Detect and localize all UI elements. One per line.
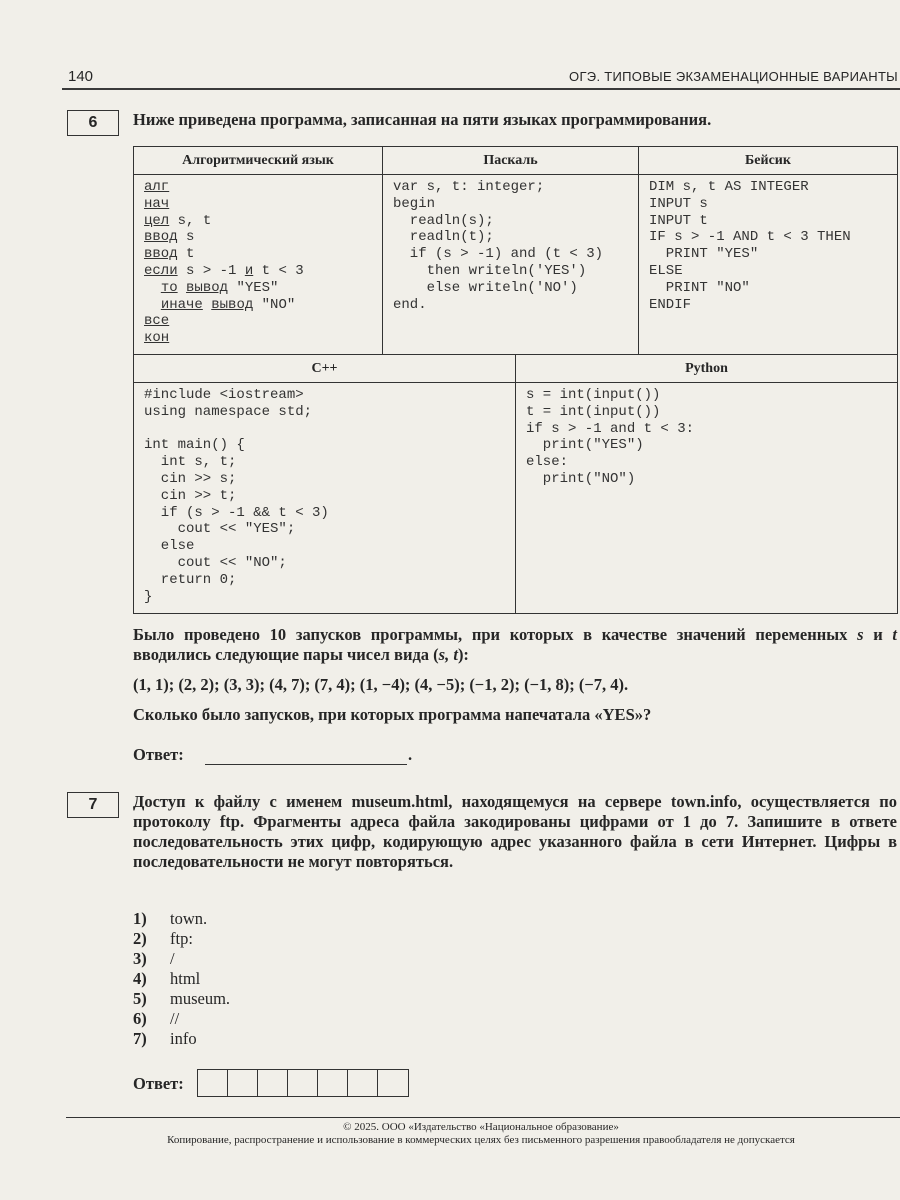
task-6-intro: Ниже приведена программа, записанная на пяти языках программирования. bbox=[133, 110, 712, 129]
answer-cell[interactable] bbox=[318, 1070, 348, 1096]
task-6-pairs: (1, 1); (2, 2); (3, 3); (4, 7); (7, 4); (1, −4); (4, −5); (−1, 2); (−1, 8); (−7, 4). bbox=[133, 675, 629, 694]
footer-notice: Копирование, распространение и использование в коммерческих целях без письменного разрешения правообладателя не допускается bbox=[167, 1134, 795, 1146]
answer-cell[interactable] bbox=[378, 1070, 408, 1096]
code-table bbox=[133, 146, 898, 614]
algo-line: кон bbox=[144, 330, 170, 347]
list-item: 5) museum. bbox=[133, 989, 231, 1008]
algo-column bbox=[134, 147, 383, 354]
list-item: 2) ftp: bbox=[133, 929, 193, 948]
answer-cell[interactable] bbox=[228, 1070, 258, 1096]
algo-line: алг bbox=[144, 179, 170, 195]
basic-column bbox=[639, 147, 897, 354]
footer-divider bbox=[66, 1117, 900, 1118]
task-7-number: 7 bbox=[67, 792, 119, 818]
task-7-answer-label: Ответ: bbox=[133, 1074, 184, 1093]
page-number: 140 bbox=[68, 68, 94, 85]
task-6-runs-text: Было проведено 10 запусков программы, при которых в качестве значений переменных s и t вводились следующие пары чисел вида (s, t): bbox=[133, 625, 897, 664]
algo-line: нач bbox=[144, 195, 170, 212]
list-item: 1) town. bbox=[133, 909, 208, 928]
basic-code: DIM s, t AS INTEGER INPUT s INPUT t IF s > -1 AND t < 3 THEN PRINT "YES" ELSE PRINT "NO" ENDIF bbox=[649, 179, 851, 313]
algo-line: все bbox=[144, 313, 170, 330]
algo-header: Алгоритмический язык bbox=[134, 147, 382, 175]
answer-cell[interactable] bbox=[258, 1070, 288, 1096]
task-6-answer-label: Ответ: bbox=[133, 745, 184, 764]
task-6-answer-field[interactable] bbox=[205, 745, 407, 765]
algo-code: алг нач цел s, t ввод s ввод t если s > -1 и t < 3 то вывод "YES" иначе вывод "NO" все кон bbox=[144, 179, 304, 347]
cpp-column bbox=[134, 355, 516, 613]
fragment-list bbox=[133, 909, 230, 1049]
page-header bbox=[62, 66, 900, 90]
running-title: ОГЭ. ТИПОВЫЕ ЭКЗАМЕНАЦИОННЫЕ ВАРИАНТЫ bbox=[569, 69, 898, 84]
code-row-bottom bbox=[134, 354, 897, 613]
pascal-code: var s, t: integer; begin readln(s); readln(t); if (s > -1) and (t < 3) then writeln('YES') else writeln('NO') end. bbox=[393, 179, 604, 313]
python-header: Python bbox=[516, 355, 897, 383]
python-code: s = int(input()) t = int(input()) if s > -1 and t < 3: print("YES") else: print("NO") bbox=[526, 387, 695, 487]
task-7-answer-grid bbox=[197, 1069, 409, 1097]
answer-cell[interactable] bbox=[348, 1070, 378, 1096]
list-item: 7) info bbox=[133, 1029, 197, 1048]
footer-copyright: © 2025. ООО «Издательство «Национальное образование» bbox=[343, 1121, 619, 1133]
answer-cell[interactable] bbox=[198, 1070, 228, 1096]
task-6-number: 6 bbox=[67, 110, 119, 136]
pascal-header: Паскаль bbox=[383, 147, 638, 175]
task-7-text: Доступ к файлу с именем museum.html, находящемуся на сервере town.info, осуществляется по протоколу ftp. Фрагменты адреса файла закодированы цифрами от 1 до 7. Запишите в ответе последовательность этих цифр, кодирующую адрес указанного файла в сети Интернет. Цифры в последовательности не могут повторяться. bbox=[133, 792, 897, 871]
task-6-question: Сколько было запусков, при которых программа напечатала «YES»? bbox=[133, 705, 652, 724]
answer-cell[interactable] bbox=[288, 1070, 318, 1096]
basic-header: Бейсик bbox=[639, 147, 897, 175]
cpp-header: C++ bbox=[134, 355, 515, 383]
python-column bbox=[516, 355, 897, 613]
code-row-top bbox=[134, 147, 897, 354]
task-6-answer-dot: . bbox=[408, 745, 413, 764]
list-item: 4) html bbox=[133, 969, 201, 988]
pascal-column bbox=[383, 147, 639, 354]
list-item: 6) // bbox=[133, 1009, 180, 1028]
list-item: 3) / bbox=[133, 949, 175, 968]
cpp-code: #include <iostream> using namespace std; int main() { int s, t; cin >> s; cin >> t; if (s > -1 && t < 3) cout << "YES"; else cout << "NO"; return 0; } bbox=[144, 387, 329, 605]
